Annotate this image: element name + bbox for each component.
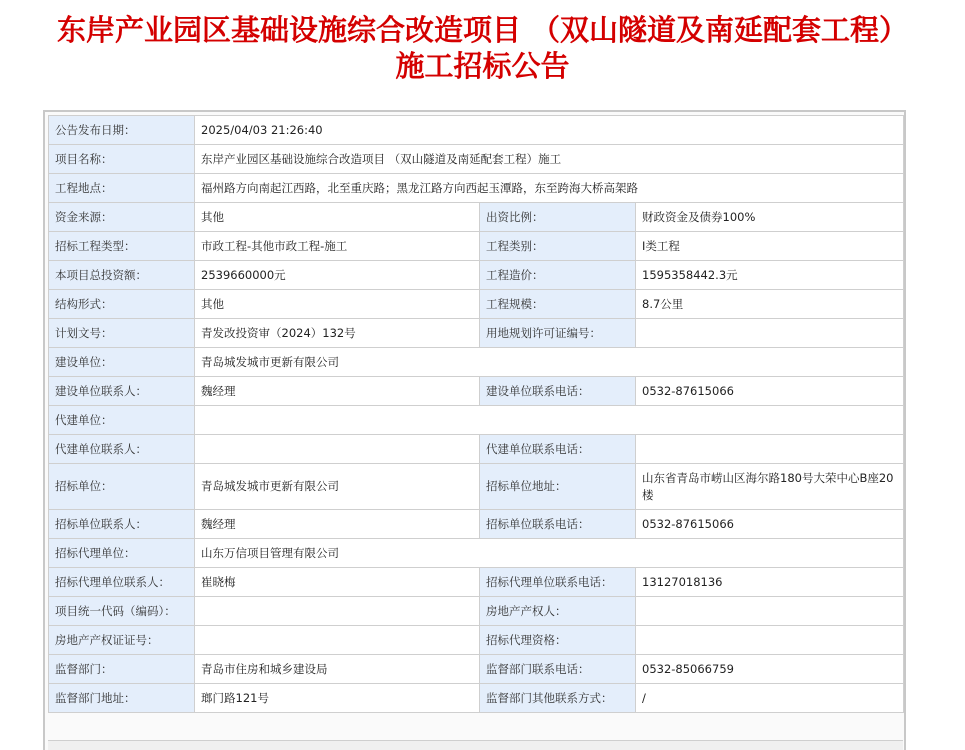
table-row: [49, 684, 904, 713]
table-row: [49, 655, 904, 684]
field-label: 代建单位联系电话：: [480, 435, 636, 464]
field-label: 招标单位联系电话：: [480, 510, 636, 539]
field-label: 建设单位：: [49, 348, 195, 377]
field-label: 招标代理资格：: [480, 626, 636, 655]
field-label: 资金来源：: [49, 203, 195, 232]
table-row: [49, 290, 904, 319]
announcement-title: [0, 12, 965, 84]
field-label: 计划文号：: [49, 319, 195, 348]
field-label: 房地产产权证证号：: [49, 626, 195, 655]
field-label: 工程规模：: [480, 290, 636, 319]
field-label: 建设单位联系人：: [49, 377, 195, 406]
field-value: 崔晓梅: [195, 568, 480, 597]
field-label: 招标代理单位：: [49, 539, 195, 568]
field-value: 8.7公里: [636, 290, 904, 319]
field-value: 1595358442.3元: [636, 261, 904, 290]
field-value: 东岸产业园区基础设施综合改造项目 （双山隧道及南延配套工程）施工: [195, 145, 904, 174]
field-value: 魏经理: [195, 510, 480, 539]
field-label: 房地产产权人：: [480, 597, 636, 626]
field-value: 魏经理: [195, 377, 480, 406]
field-value: 山东省青岛市崂山区海尔路180号大荣中心B座20楼: [636, 464, 904, 510]
title-line-2: 施工招标公告: [395, 49, 570, 83]
field-label: 监督部门地址：: [49, 684, 195, 713]
field-value: 13127018136: [636, 568, 904, 597]
field-value: 市政工程-其他市政工程-施工: [195, 232, 480, 261]
field-label: 工程类别：: [480, 232, 636, 261]
field-label: 项目名称：: [49, 145, 195, 174]
field-value: 青岛市住房和城乡建设局: [195, 655, 480, 684]
field-label: 招标代理单位联系人：: [49, 568, 195, 597]
field-label: 代建单位联系人：: [49, 435, 195, 464]
field-label: 出资比例：: [480, 203, 636, 232]
field-value: [636, 626, 904, 655]
table-row: [49, 232, 904, 261]
table-row: [49, 377, 904, 406]
table-row: [49, 319, 904, 348]
field-value: 青岛城发城市更新有限公司: [195, 464, 480, 510]
field-value: 其他: [195, 290, 480, 319]
field-label: 监督部门：: [49, 655, 195, 684]
field-label: 招标单位联系人：: [49, 510, 195, 539]
field-label: 工程地点：: [49, 174, 195, 203]
title-line-1: 东岸产业园区基础设施综合改造项目 （双山隧道及南延配套工程）: [56, 13, 909, 47]
field-label: 监督部门联系电话：: [480, 655, 636, 684]
field-value: [636, 435, 904, 464]
field-value: 瑯门路121号: [195, 684, 480, 713]
field-value: [636, 319, 904, 348]
field-value: [195, 435, 480, 464]
field-value: [195, 406, 904, 435]
field-value: 青岛城发城市更新有限公司: [195, 348, 904, 377]
field-value: 0532-87615066: [636, 510, 904, 539]
field-label: 代建单位：: [49, 406, 195, 435]
field-value: 0532-87615066: [636, 377, 904, 406]
table-row: [49, 435, 904, 464]
field-label: 招标单位地址：: [480, 464, 636, 510]
field-value: 2025/04/03 21:26:40: [195, 116, 904, 145]
table-row: [49, 203, 904, 232]
field-value: 福州路方向南起江西路，北至重庆路；黑龙江路方向西起玉潭路，东至跨海大桥高架路: [195, 174, 904, 203]
info-table: [48, 115, 904, 713]
field-label: 公告发布日期：: [49, 116, 195, 145]
field-value: 2539660000元: [195, 261, 480, 290]
field-label: 监督部门其他联系方式：: [480, 684, 636, 713]
table-row: [49, 145, 904, 174]
field-label: 招标工程类型：: [49, 232, 195, 261]
field-label: 招标代理单位联系电话：: [480, 568, 636, 597]
table-row: [49, 597, 904, 626]
field-value: [636, 597, 904, 626]
field-value: [195, 626, 480, 655]
table-row: [49, 626, 904, 655]
field-label: 结构形式：: [49, 290, 195, 319]
field-value: /: [636, 684, 904, 713]
table-row: [49, 510, 904, 539]
field-label: 本项目总投资额：: [49, 261, 195, 290]
field-value: 青发改投资审（2024）132号: [195, 319, 480, 348]
table-row: [49, 116, 904, 145]
field-label: 招标单位：: [49, 464, 195, 510]
field-label: 建设单位联系电话：: [480, 377, 636, 406]
field-value: 0532-85066759: [636, 655, 904, 684]
field-value: [195, 597, 480, 626]
field-label: 用地规划许可证编号：: [480, 319, 636, 348]
field-label: 工程造价：: [480, 261, 636, 290]
table-row: [49, 174, 904, 203]
table-row: [49, 568, 904, 597]
table-row: [49, 261, 904, 290]
field-value: 财政资金及债券100%: [636, 203, 904, 232]
table-row: [49, 464, 904, 510]
field-label: 项目统一代码（编码）：: [49, 597, 195, 626]
field-value: 山东万信项目管理有限公司: [195, 539, 904, 568]
field-value: 其他: [195, 203, 480, 232]
table-row: [49, 539, 904, 568]
table-row: [49, 406, 904, 435]
info-panel: [43, 110, 906, 750]
table-row: [49, 348, 904, 377]
field-value: Ⅰ类工程: [636, 232, 904, 261]
info-table-body: [49, 116, 904, 713]
